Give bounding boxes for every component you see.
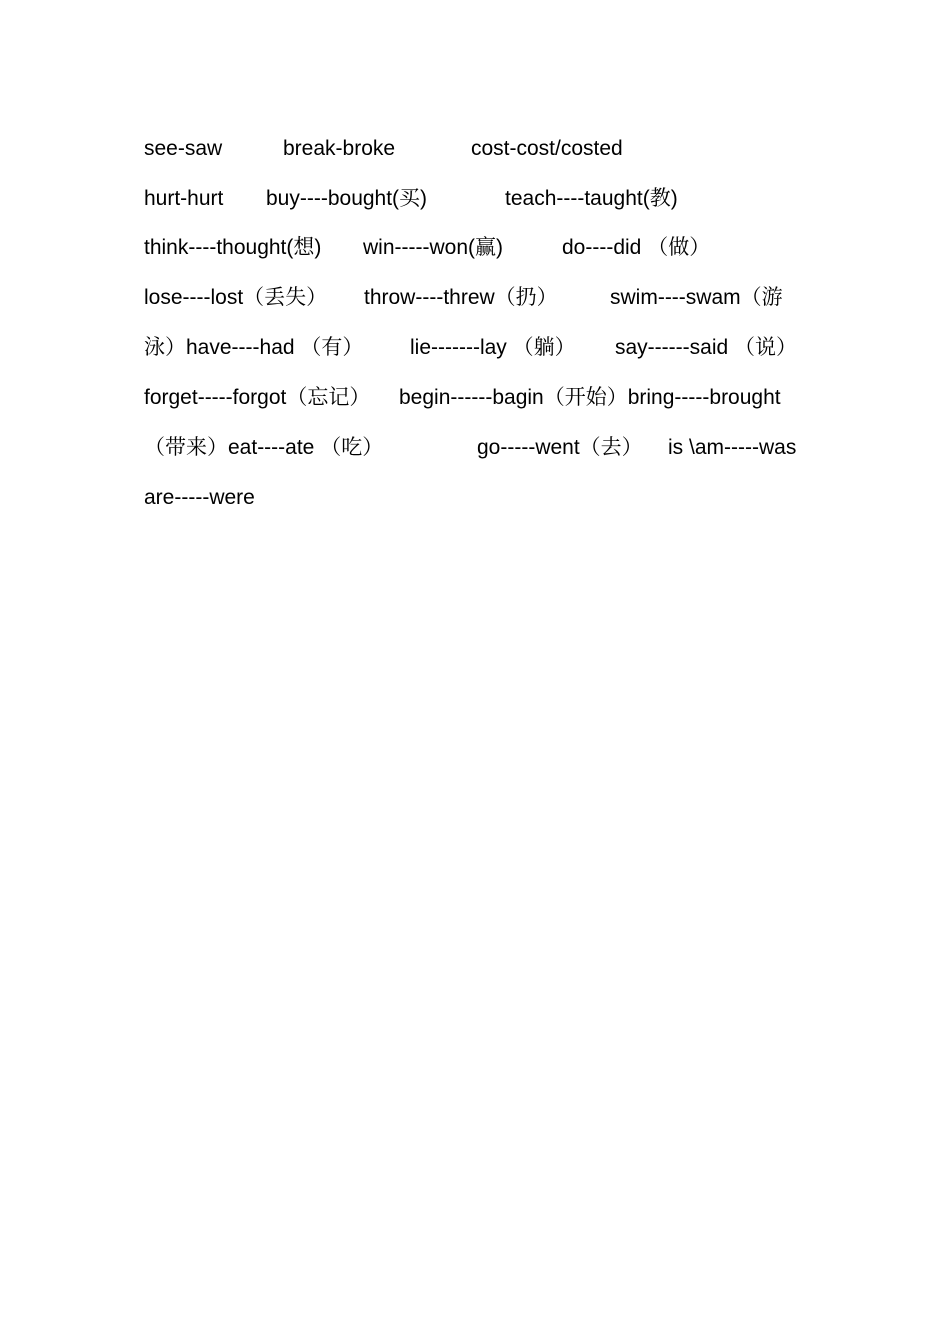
verb-pair: 泳）have----had （有） xyxy=(144,336,364,359)
verb-pair: think----thought(想) xyxy=(144,236,322,259)
verb-line-5 xyxy=(144,333,824,363)
verb-pair: （带来）eat----ate （吃） xyxy=(144,436,384,459)
verb-pair: buy----bought(买) xyxy=(266,187,428,210)
verb-pair: teach----taught(教) xyxy=(505,187,678,210)
verb-line-1 xyxy=(144,134,824,164)
verb-pair: is \am-----was xyxy=(668,436,797,459)
verb-pair: lose----lost（丢失） xyxy=(144,286,328,309)
verb-pair: lie-------lay （躺） xyxy=(410,336,576,359)
verb-pair: break-broke xyxy=(283,137,396,160)
verb-pair: say------said （说） xyxy=(615,336,797,359)
verb-line-3 xyxy=(144,233,824,263)
verb-line-7 xyxy=(144,433,824,463)
verb-line-6 xyxy=(144,383,824,413)
verb-pair: begin------bagin（开始）bring-----brought xyxy=(399,386,781,409)
verb-pair: do----did （做） xyxy=(562,236,711,259)
verb-pair: throw----threw（扔） xyxy=(364,286,558,309)
verb-pair: go-----went（去） xyxy=(477,436,643,459)
verb-line-8 xyxy=(144,483,824,513)
verb-pair: forget-----forgot（忘记） xyxy=(144,386,371,409)
verb-pair: are-----were xyxy=(144,486,255,509)
verb-pair: see-saw xyxy=(144,137,223,160)
verb-pair: swim----swam（游 xyxy=(610,286,783,309)
verb-pair: hurt-hurt xyxy=(144,187,224,210)
verb-pair: cost-cost/costed xyxy=(471,137,623,160)
verb-pair: win-----won(赢) xyxy=(363,236,503,259)
verb-line-4 xyxy=(144,283,824,313)
verb-line-2 xyxy=(144,184,824,214)
